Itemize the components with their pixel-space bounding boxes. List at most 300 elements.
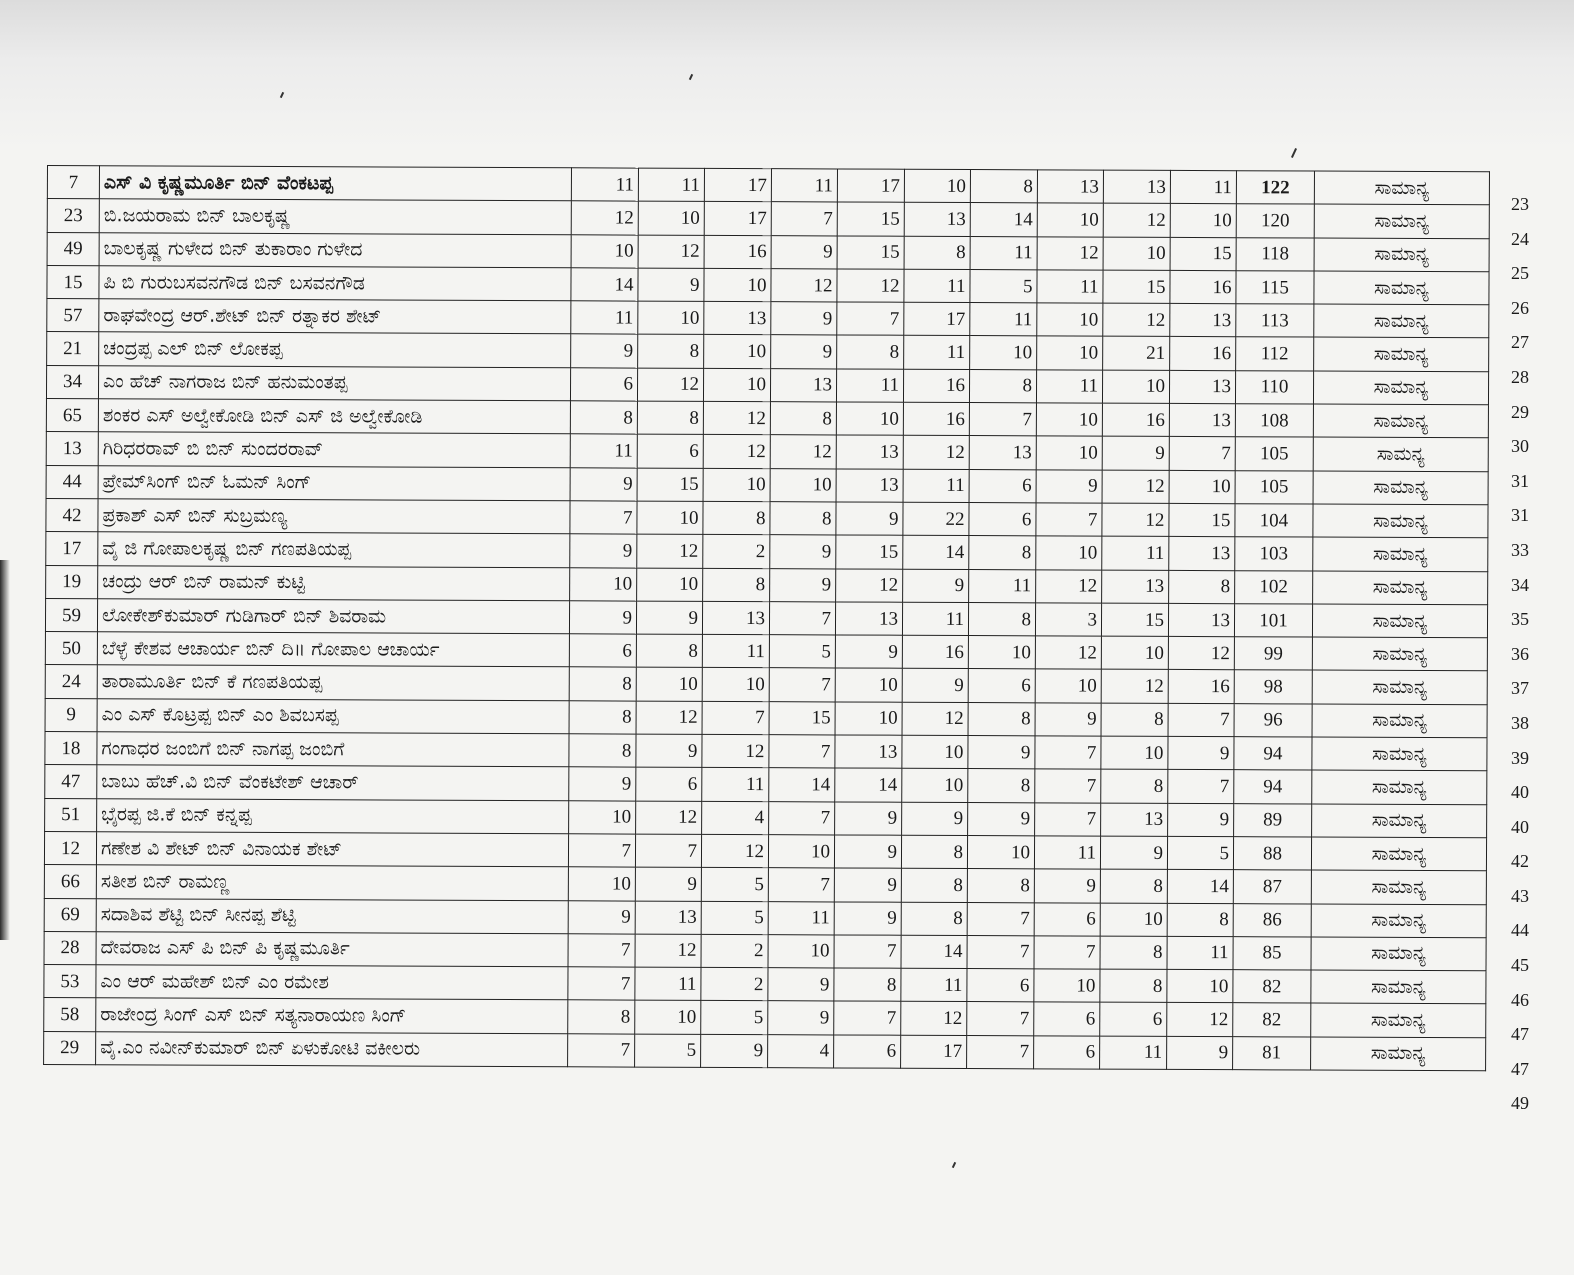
score-cell: 9: [635, 867, 701, 901]
score-cell: 9: [1102, 436, 1169, 470]
score-cell: 6: [570, 368, 637, 402]
candidate-name-cell: ಚಂದ್ರಪ್ಪ ಎಲ್ ಬಿನ್ ಲೋಕಪ್ಪ: [99, 332, 571, 367]
candidate-name-cell: ದೇವರಾಜ ಎಸ್ ಪಿ ಬಿನ್ ಪಿ ಕೃಷ್ಣಮೂರ್ತಿ: [96, 932, 568, 967]
score-cell: 8: [770, 402, 836, 436]
score-cell: 11: [1034, 836, 1100, 870]
total-cell: 112: [1236, 337, 1314, 371]
score-cell: 12: [636, 801, 702, 835]
score-cell: 10: [704, 335, 771, 369]
score-cell: 10: [638, 301, 704, 335]
rank-number: 49: [1511, 1093, 1529, 1114]
rank-number: 40: [1511, 782, 1529, 803]
score-cell: 10: [970, 336, 1037, 370]
score-cell: 13: [836, 469, 903, 503]
score-cell: 16: [1170, 337, 1236, 371]
score-cell: 9: [701, 1034, 768, 1068]
scan-edge-shadow: [0, 560, 10, 940]
score-cell: 13: [835, 735, 902, 769]
score-cell: 9: [638, 268, 704, 302]
score-cell: 7: [834, 935, 901, 969]
score-cell: 15: [769, 701, 835, 735]
score-cell: 13: [704, 302, 771, 336]
candidate-id-cell: 58: [44, 998, 96, 1032]
score-cell: 14: [835, 768, 902, 802]
score-cell: 21: [1103, 337, 1170, 371]
score-cell: 6: [636, 767, 702, 801]
candidate-id-cell: 57: [47, 299, 99, 333]
rank-number: 47: [1511, 1058, 1529, 1079]
total-cell: 94: [1234, 770, 1312, 804]
score-cell: 10: [1100, 903, 1167, 937]
candidate-name-cell: ತಾರಾಮೂರ್ತಿ ಬಿನ್ ಕೆ ಗಣಪತಿಯಪ್ಪ: [97, 665, 569, 700]
rank-number: 28: [1511, 366, 1529, 387]
score-cell: 13: [1168, 603, 1234, 637]
rank-number: 31: [1511, 505, 1529, 526]
candidate-name-cell: ವೈ.ಎಂ ನವೀನ್‌ಕುಮಾರ್ ಬಿನ್ ಏಳುಕೋಟಿ ವಕೀಲರು: [96, 1031, 568, 1066]
score-cell: 11: [638, 168, 704, 202]
score-cell: 7: [635, 834, 701, 868]
score-cell: 11: [970, 236, 1037, 270]
rank-number: 24: [1511, 228, 1529, 249]
candidate-name-cell: ವೈ ಜಿ ಗೋಪಾಲಕೃಷ್ಣ ಬಿನ್ ಗಣಪತಿಯಪ್ಪ: [98, 532, 570, 567]
score-cell: 9: [834, 901, 901, 935]
score-cell: 6: [968, 669, 1035, 703]
score-cell: 8: [1169, 570, 1235, 604]
score-cell: 10: [704, 268, 771, 302]
score-cell: 11: [571, 168, 638, 202]
candidate-name-cell: ಎಸ್ ವಿ ಕೃಷ್ಣಮೂರ್ತಿ ಬಿನ್ ವೆಂಕಟಪ್ಪ: [99, 166, 571, 201]
score-cell: 8: [901, 868, 967, 902]
score-cell: 9: [568, 900, 635, 934]
candidate-id-cell: 47: [45, 765, 97, 799]
candidate-id-cell: 28: [44, 931, 96, 965]
score-cell: 7: [568, 967, 635, 1001]
candidate-id-cell: 18: [45, 732, 97, 766]
score-cell: 8: [1167, 903, 1233, 937]
score-cell: 10: [703, 368, 770, 402]
total-cell: 118: [1236, 237, 1314, 271]
candidate-name-cell: ಪ್ರೇಮ್‌ಸಿಂಗ್ ಬಿನ್ ಓಮನ್ ಸಿಂಗ್: [98, 465, 570, 500]
score-cell: 12: [703, 401, 770, 435]
score-cell: 3: [1035, 603, 1101, 637]
score-cell: 5: [1167, 836, 1233, 870]
score-cell: 6: [969, 469, 1036, 503]
total-cell: 96: [1234, 703, 1312, 737]
score-cell: 9: [1100, 836, 1167, 870]
total-cell: 89: [1234, 803, 1312, 837]
category-cell: ಸಾಮಾನ್ಯ: [1313, 537, 1488, 571]
score-cell: 9: [968, 802, 1035, 836]
candidate-id-cell: 17: [46, 532, 98, 566]
score-cell: 16: [704, 235, 771, 269]
score-cell: 11: [969, 569, 1036, 603]
category-cell: ಸಾಮಾನ್ಯ: [1313, 571, 1488, 605]
candidate-id-cell: 49: [47, 232, 99, 266]
total-cell: 113: [1236, 304, 1314, 338]
score-cell: 13: [1169, 403, 1235, 437]
score-cell: 7: [967, 1002, 1034, 1036]
candidate-id-cell: 21: [47, 332, 99, 366]
candidate-id-cell: 34: [46, 365, 98, 399]
category-cell: ಸಾಮಾನ್ಯ: [1311, 970, 1486, 1004]
score-cell: 4: [768, 1034, 834, 1068]
score-cell: 10: [902, 769, 968, 803]
score-cell: 4: [702, 801, 769, 835]
total-cell: 94: [1234, 737, 1312, 771]
score-cell: 9: [569, 767, 636, 801]
score-cell: 8: [1101, 769, 1168, 803]
score-cell: 17: [901, 1035, 967, 1069]
rank-number: 26: [1511, 297, 1529, 318]
score-cell: 16: [903, 402, 969, 436]
score-cell: 9: [636, 601, 702, 635]
score-cell: 9: [1035, 703, 1101, 737]
score-cell: 6: [1034, 1036, 1100, 1070]
score-cell: 11: [904, 269, 970, 303]
score-cell: 12: [1103, 203, 1170, 237]
score-cell: 9: [836, 502, 903, 536]
score-cell: 9: [771, 235, 837, 269]
score-cell: 7: [771, 202, 837, 236]
rank-column: [1500, 187, 1540, 1121]
score-cell: 5: [970, 269, 1037, 303]
candidate-id-cell: 29: [44, 1031, 96, 1065]
candidate-id-cell: 24: [45, 665, 97, 699]
score-cell: 6: [1034, 1002, 1100, 1036]
total-cell: 120: [1236, 204, 1314, 238]
total-cell: 122: [1236, 171, 1314, 205]
score-cell: 12: [1035, 636, 1101, 670]
category-cell: ಸಾಮಾನ್ಯ: [1314, 271, 1489, 305]
score-cell: 17: [904, 302, 970, 336]
candidate-id-cell: 66: [44, 865, 96, 899]
score-cell: 6: [1100, 1003, 1167, 1037]
score-cell: 8: [569, 667, 636, 701]
rank-number: 35: [1511, 609, 1529, 630]
rank-number: 30: [1511, 436, 1529, 457]
score-cell: 13: [635, 901, 701, 935]
score-cell: 7: [570, 501, 637, 535]
candidate-id-cell: 15: [47, 265, 99, 299]
score-cell: 15: [1169, 503, 1235, 537]
score-cell: 10: [1037, 303, 1103, 337]
score-cell: 12: [902, 702, 968, 736]
score-cell: 10: [702, 668, 769, 702]
score-cell: 10: [836, 402, 903, 436]
score-cell: 11: [702, 635, 769, 669]
score-cell: 9: [834, 868, 901, 902]
score-cell: 16: [903, 369, 969, 403]
score-cell: 6: [637, 434, 703, 468]
candidate-name-cell: ಗಿರಿಧರರಾವ್ ಬಿ ಬಿನ್ ಸುಂದರರಾವ್: [98, 432, 570, 467]
score-cell: 9: [1168, 736, 1234, 770]
rank-number: 36: [1511, 643, 1529, 664]
score-cell: 11: [970, 303, 1037, 337]
total-cell: 88: [1233, 837, 1311, 871]
score-cell: 10: [569, 800, 636, 834]
score-cell: 10: [1036, 436, 1102, 470]
total-cell: 99: [1234, 637, 1312, 671]
score-cell: 13: [1169, 370, 1235, 404]
score-cell: 8: [969, 369, 1036, 403]
score-cell: 11: [571, 301, 638, 335]
score-cell: 5: [701, 868, 768, 902]
score-cell: 9: [768, 1001, 834, 1035]
score-cell: 12: [637, 534, 703, 568]
score-cell: 14: [1167, 870, 1233, 904]
score-cell: 11: [1036, 370, 1102, 404]
score-cell: 15: [836, 535, 903, 569]
score-cell: 22: [903, 502, 969, 536]
score-cell: 12: [702, 734, 769, 768]
candidate-name-cell: ಎಂ ಎಸ್ ಕೊಟ್ರಪ್ಪ ಬಿನ್ ಎಂ ಶಿವಬಸಪ್ಪ: [97, 698, 569, 733]
score-cell: 8: [1100, 869, 1167, 903]
score-cell: 9: [1034, 869, 1100, 903]
score-cell: 7: [769, 602, 835, 636]
category-cell: ಸಾಮಾನ್ಯ: [1312, 604, 1487, 638]
score-cell: 8: [638, 335, 704, 369]
score-cell: 8: [636, 634, 702, 668]
score-cell: 10: [703, 468, 770, 502]
candidate-name-cell: ಎಂ ಹೆಚ್ ನಾಗರಾಜ ಬಿನ್ ಹನುಮಂತಪ್ಪ: [98, 366, 570, 401]
score-cell: 14: [970, 203, 1037, 237]
category-cell: ಸಾಮಾನ್ಯ: [1314, 171, 1489, 205]
score-cell: 13: [1101, 803, 1168, 837]
candidate-id-cell: 9: [45, 698, 97, 732]
category-cell: ಸಾಮಾನ್ಯ: [1312, 637, 1487, 671]
total-cell: 101: [1234, 604, 1312, 638]
score-cell: 13: [836, 435, 903, 469]
total-cell: 102: [1235, 570, 1313, 604]
score-cell: 10: [1169, 470, 1235, 504]
score-cell: 10: [768, 934, 834, 968]
rank-number: 23: [1511, 194, 1529, 214]
score-cell: 9: [771, 335, 837, 369]
score-cell: 13: [1103, 170, 1170, 204]
score-cell: 10: [967, 835, 1034, 869]
rank-number: 44: [1511, 920, 1529, 941]
score-cell: 11: [768, 901, 834, 935]
score-cell: 16: [1102, 403, 1169, 437]
candidate-name-cell: ಚಂದ್ರು ಆರ್ ಬಿನ್ ರಾಮನ್ ಕುಟ್ಟಿ: [98, 565, 570, 600]
candidate-id-cell: 51: [45, 798, 97, 832]
score-cell: 7: [1168, 770, 1234, 804]
candidate-name-cell: ಸತೀಶ ಬಿನ್ ರಾಮಣ್ಣ: [96, 865, 568, 900]
total-cell: 110: [1235, 370, 1313, 404]
score-cell: 11: [1100, 1036, 1167, 1070]
score-cell: 12: [701, 834, 768, 868]
score-cell: 9: [571, 334, 638, 368]
score-cell: 8: [568, 1000, 635, 1034]
score-cell: 7: [967, 1035, 1034, 1069]
score-cell: 7: [568, 934, 635, 968]
score-cell: 13: [1169, 537, 1235, 571]
score-cell: 9: [570, 467, 637, 501]
score-cell: 8: [904, 236, 970, 270]
score-cell: 11: [771, 169, 837, 203]
score-cell: 17: [704, 168, 771, 202]
score-cell: 15: [1101, 603, 1168, 637]
score-cell: 8: [968, 769, 1035, 803]
score-cell: 13: [1102, 570, 1169, 604]
score-cell: 10: [768, 835, 834, 869]
score-cell: 9: [902, 669, 968, 703]
candidate-name-cell: ಬೆಳ್ಳೆ ಕೇಶವ ಆಚಾರ್ಯ ಬಿನ್ ದಿ॥ ಗೋಪಾಲ ಆಚಾರ್ಯ: [97, 632, 569, 667]
score-cell: 9: [1168, 803, 1234, 837]
candidate-id-cell: 13: [46, 432, 98, 466]
score-cell: 11: [1170, 170, 1236, 204]
score-cell: 7: [1035, 736, 1101, 770]
score-cell: 9: [835, 635, 902, 669]
score-cell: 10: [1101, 636, 1168, 670]
score-cell: 8: [968, 602, 1035, 636]
score-cell: 9: [1036, 469, 1102, 503]
category-cell: ಸಾಮಾನ್ಯ: [1311, 937, 1486, 971]
score-cell: 10: [902, 735, 968, 769]
score-cell: 15: [1170, 237, 1236, 271]
rank-number: 25: [1511, 263, 1529, 284]
score-cell: 15: [1103, 270, 1170, 304]
score-cell: 10: [1170, 204, 1236, 238]
score-cell: 8: [837, 335, 904, 369]
category-cell: ಸಾಮಾನ್ಯ: [1314, 238, 1489, 272]
score-cell: 13: [969, 436, 1036, 470]
total-cell: 85: [1233, 937, 1311, 971]
score-cell: 12: [1101, 670, 1168, 704]
candidate-name-cell: ಗಂಗಾಧರ ಜಂಬಿಗೆ ಬಿನ್ ನಾಗಪ್ಪ ಜಂಬಿಗೆ: [97, 732, 569, 767]
score-cell: 12: [636, 701, 702, 735]
score-cell: 7: [967, 902, 1034, 936]
total-cell: 87: [1233, 870, 1311, 904]
score-cell: 6: [569, 634, 636, 668]
score-cell: 13: [1170, 304, 1236, 338]
score-cell: 10: [770, 468, 836, 502]
score-cell: 9: [770, 568, 836, 602]
category-cell: ಸಾಮಾನ್ಯ: [1313, 504, 1488, 538]
score-cell: 16: [1170, 270, 1236, 304]
score-cell: 5: [635, 1034, 701, 1068]
score-cell: 12: [638, 235, 704, 269]
rank-number: 31: [1511, 470, 1529, 491]
total-cell: 81: [1233, 1036, 1311, 1070]
score-cell: 11: [903, 469, 969, 503]
category-cell: ಸಾಮಾನ್ಯ: [1314, 204, 1489, 238]
score-cell: 7: [834, 1001, 901, 1035]
score-cell: 8: [770, 502, 836, 536]
score-cell: 8: [569, 734, 636, 768]
rank-number: 37: [1511, 678, 1529, 699]
score-cell: 10: [571, 234, 638, 268]
score-cell: 10: [1037, 336, 1103, 370]
score-cell: 10: [1036, 403, 1102, 437]
score-cell: 7: [1169, 437, 1235, 471]
score-cell: 11: [1102, 536, 1169, 570]
score-cell: 2: [701, 934, 768, 968]
score-cell: 8: [637, 401, 703, 435]
candidate-id-cell: 65: [46, 399, 98, 433]
score-cell: 11: [904, 336, 970, 370]
scan-speck: [952, 1162, 956, 1168]
score-cell: 9: [835, 802, 902, 836]
category-cell: ಸಾಮನ್ಯ: [1313, 437, 1488, 471]
score-cell: 12: [1168, 637, 1234, 671]
score-cell: 11: [1037, 270, 1103, 304]
score-cell: 2: [701, 967, 768, 1001]
score-cell: 12: [1037, 236, 1103, 270]
total-cell: 105: [1235, 470, 1313, 504]
score-cell: 9: [570, 534, 637, 568]
score-cell: 10: [835, 668, 902, 702]
candidate-name-cell: ಪಿ ಬಿ ಗುರುಬಸವನಗೌಡ ಬಿನ್ ಬಸವನಗೌಡ: [99, 266, 571, 301]
score-cell: 7: [969, 403, 1036, 437]
score-cell: 11: [1167, 936, 1233, 970]
score-cell: 14: [903, 536, 969, 570]
rank-number: 42: [1511, 851, 1529, 872]
score-cell: 15: [837, 236, 904, 270]
score-cell: 10: [635, 1000, 701, 1034]
score-cell: 8: [967, 869, 1034, 903]
score-cell: 2: [703, 535, 770, 569]
score-cell: 5: [701, 1001, 768, 1035]
score-cell: 7: [967, 935, 1034, 969]
score-cell: 8: [901, 835, 967, 869]
candidate-id-cell: 59: [45, 598, 97, 632]
score-cell: 6: [1034, 902, 1100, 936]
score-cell: 13: [702, 601, 769, 635]
score-cell: 10: [968, 636, 1035, 670]
score-cell: 10: [1103, 237, 1170, 271]
category-cell: ಸಾಮಾನ್ಯ: [1313, 371, 1488, 405]
score-cell: 7: [1168, 703, 1234, 737]
category-cell: ಸಾಮಾನ್ಯ: [1312, 804, 1487, 838]
score-cell: 7: [837, 302, 904, 336]
score-cell: 12: [635, 934, 701, 968]
candidate-id-cell: 44: [46, 465, 98, 499]
score-cell: 9: [903, 569, 969, 603]
category-cell: ಸಾಮಾನ್ಯ: [1311, 870, 1486, 904]
total-cell: 115: [1236, 271, 1314, 305]
score-cell: 17: [837, 169, 904, 203]
candidate-name-cell: ಎಂ ಆರ್ ಮಹೇಶ್ ಬಿನ್ ಎಂ ರಮೇಶ: [96, 965, 568, 1000]
score-cell: 7: [1036, 503, 1102, 537]
score-cell: 12: [1102, 503, 1169, 537]
score-cell: 10: [1167, 970, 1233, 1004]
score-cell: 10: [570, 567, 637, 601]
candidate-name-cell: ಲೋಕೇಶ್‌ಕುಮಾರ್ ಗುಡಿಗಾರ್ ಬಿನ್ ಶಿವರಾಮ: [97, 599, 569, 634]
score-cell: 5: [769, 635, 835, 669]
score-cell: 10: [638, 201, 704, 235]
candidate-name-cell: ಬಾಲಕೃಷ್ಣ ಗುಳೇದ ಬಿನ್ ತುಕಾರಾಂ ಗುಳೇದ: [99, 232, 571, 267]
candidate-name-cell: ಬಾಬು ಹೆಚ್.ವಿ ಬಿನ್ ವೆಂಕಟೇಶ್ ಆಚಾರ್: [97, 765, 569, 800]
total-cell: 105: [1235, 437, 1313, 471]
score-cell: 12: [901, 1002, 967, 1036]
score-cell: 8: [703, 501, 770, 535]
table-body: [44, 166, 1490, 1071]
score-cell: 14: [901, 935, 967, 969]
score-cell: 8: [569, 701, 636, 735]
score-cell: 16: [902, 635, 968, 669]
rank-number: 43: [1511, 885, 1529, 906]
score-cell: 12: [637, 368, 703, 402]
score-cell: 9: [636, 734, 702, 768]
score-cell: 12: [903, 436, 969, 470]
score-cell: 9: [1167, 1036, 1233, 1070]
rank-number: 27: [1511, 332, 1529, 353]
score-cell: 10: [1037, 203, 1103, 237]
score-cell: 11: [702, 768, 769, 802]
candidate-name-cell: ಸದಾಶಿವ ಶೆಟ್ಟಿ ಬಿನ್ ಸೀನಪ್ಪ ಶೆಟ್ಟಿ: [96, 898, 568, 933]
total-cell: 86: [1233, 903, 1311, 937]
